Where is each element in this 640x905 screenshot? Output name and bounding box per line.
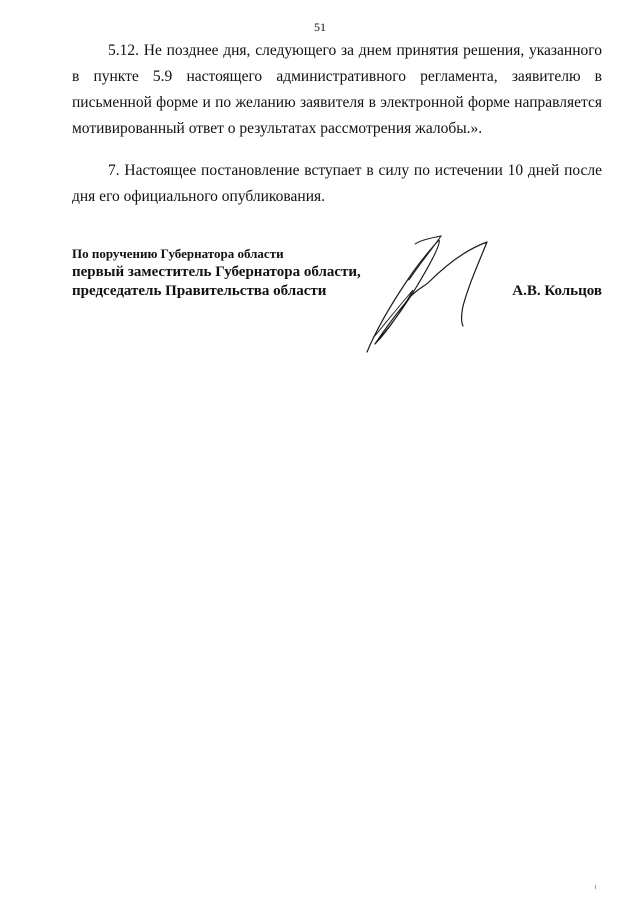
document-body [72,38,602,226]
scan-mark [595,885,596,889]
signature-authority-line: По поручению Губернатора области [72,246,284,261]
signature-block [72,246,602,366]
page-number: 51 [314,20,326,34]
paragraph-5-12: 5.12. Не позднее дня, следующего за днем принятия решения, указанного в пункте 5.9 настоящего административного регламента, заявителю в письменной форме и по желанию заявителя в электронной форме направляется мотивированный ответ о результатах рассмотрения жалобы.». [72,42,602,137]
signature-position-line-2: председатель Правительства области [72,283,327,299]
signature-position-line: первый заместитель Губернатора области, [72,264,361,280]
signatory-name: А.В. Кольцов [512,283,602,299]
paragraph-7: 7. Настоящее постановление вступает в силу по истечении 10 дней после дня его официального опубликования. [72,162,602,205]
handwritten-signature-icon [355,228,505,358]
